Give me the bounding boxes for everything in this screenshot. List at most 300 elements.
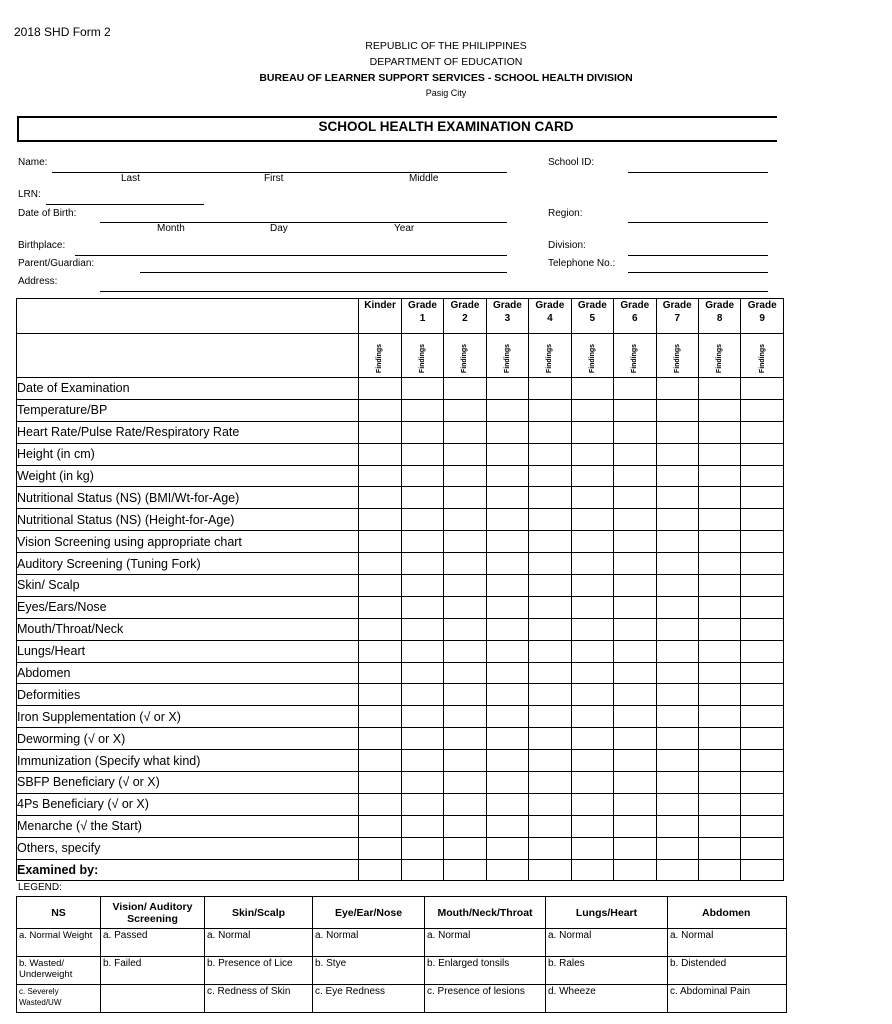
- row-label: Nutritional Status (NS) (Height-for-Age): [17, 509, 359, 531]
- exam-entry-cell[interactable]: [359, 443, 401, 465]
- exam-entry-cell[interactable]: [571, 815, 613, 837]
- exam-entry-cell[interactable]: [656, 815, 698, 837]
- exam-entry-cell[interactable]: [401, 750, 443, 772]
- exam-entry-cell[interactable]: [614, 575, 656, 597]
- exam-entry-cell[interactable]: [614, 443, 656, 465]
- legend-cell: a. Normal: [313, 929, 425, 957]
- header-republic: REPUBLIC OF THE PHILIPPINES: [365, 40, 527, 52]
- exam-entry-cell[interactable]: [486, 618, 528, 640]
- exam-entry-cell[interactable]: [571, 378, 613, 400]
- legend-cell: c. Presence of lesions: [425, 985, 546, 1013]
- exam-entry-cell[interactable]: [614, 815, 656, 837]
- exam-entry-cell[interactable]: [529, 378, 571, 400]
- exam-entry-cell[interactable]: [741, 859, 784, 881]
- row-label: Others, specify: [17, 837, 359, 859]
- exam-entry-cell[interactable]: [359, 815, 401, 837]
- exam-entry-cell[interactable]: [656, 859, 698, 881]
- exam-entry-cell[interactable]: [401, 837, 443, 859]
- exam-entry-cell[interactable]: [698, 553, 740, 575]
- exam-entry-cell[interactable]: [359, 399, 401, 421]
- exam-entry-cell[interactable]: [571, 443, 613, 465]
- exam-entry-cell[interactable]: [529, 662, 571, 684]
- exam-entry-cell[interactable]: [741, 728, 784, 750]
- exam-entry-cell[interactable]: [444, 793, 486, 815]
- exam-entry-cell[interactable]: [359, 793, 401, 815]
- exam-entry-cell[interactable]: [444, 421, 486, 443]
- exam-entry-cell[interactable]: [444, 553, 486, 575]
- exam-entry-cell[interactable]: [444, 750, 486, 772]
- exam-entry-cell[interactable]: [359, 728, 401, 750]
- exam-entry-cell[interactable]: [571, 662, 613, 684]
- exam-entry-cell[interactable]: [741, 531, 784, 553]
- exam-entry-cell[interactable]: [741, 596, 784, 618]
- exam-entry-cell[interactable]: [614, 421, 656, 443]
- table-row: [17, 618, 784, 640]
- legend-cell: b. Rales: [546, 957, 668, 985]
- exam-entry-cell[interactable]: [401, 793, 443, 815]
- exam-entry-cell[interactable]: [401, 859, 443, 881]
- exam-entry-cell[interactable]: [444, 509, 486, 531]
- findings-cell: Findings: [359, 334, 401, 378]
- birthplace-label: Birthplace:: [18, 240, 66, 251]
- exam-entry-cell[interactable]: [529, 509, 571, 531]
- exam-entry-cell[interactable]: [571, 575, 613, 597]
- exam-entry-cell[interactable]: [444, 706, 486, 728]
- exam-entry-cell[interactable]: [529, 728, 571, 750]
- exam-entry-cell[interactable]: [571, 618, 613, 640]
- exam-entry-cell[interactable]: [656, 750, 698, 772]
- findings-cell: Findings: [698, 334, 740, 378]
- exam-entry-cell[interactable]: [698, 684, 740, 706]
- exam-entry-cell[interactable]: [401, 399, 443, 421]
- exam-entry-cell[interactable]: [741, 684, 784, 706]
- exam-entry-cell[interactable]: [359, 859, 401, 881]
- exam-entry-cell[interactable]: [486, 399, 528, 421]
- exam-entry-cell[interactable]: [444, 443, 486, 465]
- row-label: SBFP Beneficiary (√ or X): [17, 772, 359, 794]
- findings-cell: Findings: [529, 334, 571, 378]
- exam-entry-cell[interactable]: [741, 618, 784, 640]
- header-department: DEPARTMENT OF EDUCATION: [369, 56, 523, 68]
- exam-entry-cell[interactable]: [614, 837, 656, 859]
- exam-entry-cell[interactable]: [571, 728, 613, 750]
- exam-entry-cell[interactable]: [741, 509, 784, 531]
- grade-header-1: Grade 1: [401, 299, 443, 334]
- exam-entry-cell[interactable]: [614, 728, 656, 750]
- exam-entry-cell[interactable]: [359, 421, 401, 443]
- exam-entry-cell[interactable]: [698, 509, 740, 531]
- exam-entry-cell[interactable]: [698, 487, 740, 509]
- exam-entry-cell[interactable]: [698, 728, 740, 750]
- exam-entry-cell[interactable]: [401, 662, 443, 684]
- exam-entry-cell[interactable]: [486, 443, 528, 465]
- exam-entry-cell[interactable]: [401, 553, 443, 575]
- exam-entry-cell[interactable]: [656, 728, 698, 750]
- exam-entry-cell[interactable]: [359, 684, 401, 706]
- grade-header-8: Grade 8: [698, 299, 740, 334]
- table-row: [17, 706, 784, 728]
- table-row: [17, 662, 784, 684]
- exam-entry-cell[interactable]: [656, 575, 698, 597]
- row-label: Iron Supplementation (√ or X): [17, 706, 359, 728]
- exam-entry-cell[interactable]: [614, 487, 656, 509]
- exam-entry-cell[interactable]: [656, 553, 698, 575]
- exam-entry-cell[interactable]: [741, 837, 784, 859]
- table-row: [17, 596, 784, 618]
- row-label: Nutritional Status (NS) (BMI/Wt-for-Age): [17, 487, 359, 509]
- table-row: [17, 509, 784, 531]
- exam-entry-cell[interactable]: [741, 750, 784, 772]
- exam-entry-cell[interactable]: [656, 706, 698, 728]
- exam-entry-cell[interactable]: [444, 662, 486, 684]
- exam-entry-cell[interactable]: [614, 399, 656, 421]
- exam-entry-cell[interactable]: [486, 859, 528, 881]
- exam-entry-cell[interactable]: [529, 553, 571, 575]
- exam-entry-cell[interactable]: [741, 399, 784, 421]
- exam-entry-cell[interactable]: [698, 465, 740, 487]
- table-row: [17, 793, 784, 815]
- exam-entry-cell[interactable]: [444, 378, 486, 400]
- exam-entry-cell[interactable]: [486, 575, 528, 597]
- exam-entry-cell[interactable]: [698, 399, 740, 421]
- exam-entry-cell[interactable]: [359, 509, 401, 531]
- exam-entry-cell[interactable]: [698, 750, 740, 772]
- exam-entry-cell[interactable]: [614, 509, 656, 531]
- exam-entry-cell[interactable]: [529, 399, 571, 421]
- exam-entry-cell[interactable]: [401, 640, 443, 662]
- exam-entry-cell[interactable]: [529, 793, 571, 815]
- exam-entry-cell[interactable]: [614, 465, 656, 487]
- legend-cell: c. Abdominal Pain: [668, 985, 787, 1013]
- exam-entry-cell[interactable]: [401, 772, 443, 794]
- exam-entry-cell[interactable]: [571, 793, 613, 815]
- exam-entry-cell[interactable]: [698, 815, 740, 837]
- exam-entry-cell[interactable]: [444, 640, 486, 662]
- exam-entry-cell[interactable]: [571, 706, 613, 728]
- exam-entry-cell[interactable]: [571, 684, 613, 706]
- exam-entry-cell[interactable]: [359, 378, 401, 400]
- exam-entry-cell[interactable]: [486, 421, 528, 443]
- exam-entry-cell[interactable]: [359, 706, 401, 728]
- exam-entry-cell[interactable]: [614, 553, 656, 575]
- exam-entry-cell[interactable]: [614, 596, 656, 618]
- exam-entry-cell[interactable]: [401, 706, 443, 728]
- exam-entry-cell[interactable]: [529, 750, 571, 772]
- header-blank-cell: [17, 299, 359, 334]
- exam-entry-cell[interactable]: [486, 465, 528, 487]
- exam-entry-cell[interactable]: [486, 487, 528, 509]
- exam-entry-cell[interactable]: [571, 553, 613, 575]
- exam-entry-cell[interactable]: [571, 640, 613, 662]
- exam-entry-cell[interactable]: [656, 772, 698, 794]
- legend-label: LEGEND:: [18, 882, 62, 893]
- exam-entry-cell[interactable]: [571, 750, 613, 772]
- first-name-caption: First: [264, 173, 284, 184]
- middle-name-caption: Middle: [409, 173, 439, 184]
- exam-entry-cell[interactable]: [741, 706, 784, 728]
- table-row: [17, 575, 784, 597]
- exam-entry-cell[interactable]: [741, 553, 784, 575]
- exam-entry-cell[interactable]: [698, 443, 740, 465]
- exam-entry-cell[interactable]: [401, 728, 443, 750]
- division-field[interactable]: [628, 255, 768, 256]
- legend-row: [17, 985, 787, 1013]
- row-label: Weight (in kg): [17, 465, 359, 487]
- exam-entry-cell[interactable]: [529, 596, 571, 618]
- exam-entry-cell[interactable]: [444, 837, 486, 859]
- exam-entry-cell[interactable]: [741, 378, 784, 400]
- exam-entry-cell[interactable]: [401, 465, 443, 487]
- exam-entry-cell[interactable]: [571, 596, 613, 618]
- exam-entry-cell[interactable]: [698, 596, 740, 618]
- exam-entry-cell[interactable]: [486, 750, 528, 772]
- row-label: Deworming (√ or X): [17, 728, 359, 750]
- exam-entry-cell[interactable]: [529, 487, 571, 509]
- exam-entry-cell[interactable]: [401, 421, 443, 443]
- exam-entry-cell[interactable]: [401, 618, 443, 640]
- exam-entry-cell[interactable]: [529, 531, 571, 553]
- exam-entry-cell[interactable]: [614, 684, 656, 706]
- exam-entry-cell[interactable]: [359, 618, 401, 640]
- exam-entry-cell[interactable]: [486, 793, 528, 815]
- exam-entry-cell[interactable]: [444, 815, 486, 837]
- legend-header-abdomen: Abdomen: [668, 897, 787, 929]
- exam-entry-cell[interactable]: [571, 772, 613, 794]
- grade-header-row: [17, 299, 784, 334]
- exam-entry-cell[interactable]: [656, 465, 698, 487]
- exam-entry-cell[interactable]: [614, 531, 656, 553]
- legend-cell: b. Stye: [313, 957, 425, 985]
- exam-entry-cell[interactable]: [486, 837, 528, 859]
- exam-entry-cell[interactable]: [529, 706, 571, 728]
- exam-entry-cell[interactable]: [359, 640, 401, 662]
- exam-entry-cell[interactable]: [486, 509, 528, 531]
- exam-entry-cell[interactable]: [741, 443, 784, 465]
- birthplace-field[interactable]: [75, 255, 507, 256]
- findings-cell: Findings: [614, 334, 656, 378]
- exam-entry-cell[interactable]: [741, 465, 784, 487]
- exam-entry-cell[interactable]: [614, 640, 656, 662]
- row-label: Lungs/Heart: [17, 640, 359, 662]
- exam-entry-cell[interactable]: [656, 662, 698, 684]
- row-label: Menarche (√ the Start): [17, 815, 359, 837]
- table-row: [17, 378, 784, 400]
- exam-entry-cell[interactable]: [698, 378, 740, 400]
- exam-entry-cell[interactable]: [444, 772, 486, 794]
- exam-entry-cell[interactable]: [486, 531, 528, 553]
- exam-entry-cell[interactable]: [656, 640, 698, 662]
- exam-entry-cell[interactable]: [359, 487, 401, 509]
- exam-entry-cell[interactable]: [444, 399, 486, 421]
- exam-entry-cell[interactable]: [486, 596, 528, 618]
- region-field[interactable]: [628, 222, 768, 223]
- legend-cell: c. Severely Wasted/UW: [17, 985, 101, 1013]
- exam-entry-cell[interactable]: [614, 793, 656, 815]
- exam-entry-cell[interactable]: [571, 859, 613, 881]
- exam-entry-cell[interactable]: [529, 443, 571, 465]
- exam-entry-cell[interactable]: [444, 531, 486, 553]
- exam-entry-cell[interactable]: [741, 640, 784, 662]
- exam-entry-cell[interactable]: [401, 509, 443, 531]
- table-row: [17, 487, 784, 509]
- grade-header-7: Grade 7: [656, 299, 698, 334]
- exam-entry-cell[interactable]: [656, 443, 698, 465]
- exam-entry-cell[interactable]: [698, 662, 740, 684]
- exam-entry-cell[interactable]: [741, 421, 784, 443]
- exam-entry-cell[interactable]: [698, 618, 740, 640]
- exam-entry-cell[interactable]: [656, 596, 698, 618]
- exam-entry-cell[interactable]: [401, 487, 443, 509]
- table-row: [17, 772, 784, 794]
- row-label: Examined by:: [17, 859, 359, 881]
- table-row: [17, 421, 784, 443]
- exam-entry-cell[interactable]: [529, 618, 571, 640]
- exam-entry-cell[interactable]: [444, 859, 486, 881]
- exam-entry-cell[interactable]: [486, 378, 528, 400]
- parent-field[interactable]: [140, 272, 507, 273]
- exam-entry-cell[interactable]: [571, 531, 613, 553]
- exam-entry-cell[interactable]: [486, 553, 528, 575]
- legend-cell: b. Wasted/ Underweight: [17, 957, 101, 985]
- exam-entry-cell[interactable]: [741, 662, 784, 684]
- day-caption: Day: [270, 223, 288, 234]
- exam-entry-cell[interactable]: [359, 531, 401, 553]
- exam-entry-cell[interactable]: [359, 662, 401, 684]
- exam-entry-cell[interactable]: [698, 706, 740, 728]
- exam-entry-cell[interactable]: [529, 421, 571, 443]
- last-name-caption: Last: [121, 173, 140, 184]
- exam-entry-cell[interactable]: [614, 618, 656, 640]
- exam-entry-cell[interactable]: [486, 728, 528, 750]
- exam-entry-cell[interactable]: [401, 815, 443, 837]
- findings-cell: Findings: [741, 334, 784, 378]
- exam-entry-cell[interactable]: [656, 837, 698, 859]
- legend-cell: a. Passed: [101, 929, 205, 957]
- exam-entry-cell[interactable]: [656, 684, 698, 706]
- exam-entry-cell[interactable]: [401, 596, 443, 618]
- exam-entry-cell[interactable]: [741, 793, 784, 815]
- exam-entry-cell[interactable]: [444, 728, 486, 750]
- exam-entry-cell[interactable]: [401, 531, 443, 553]
- exam-entry-cell[interactable]: [401, 443, 443, 465]
- exam-entry-cell[interactable]: [656, 793, 698, 815]
- exam-entry-cell[interactable]: [486, 662, 528, 684]
- exam-entry-cell[interactable]: [486, 815, 528, 837]
- exam-entry-cell[interactable]: [529, 859, 571, 881]
- exam-entry-cell[interactable]: [359, 772, 401, 794]
- exam-entry-cell[interactable]: [571, 399, 613, 421]
- telephone-field[interactable]: [628, 272, 768, 273]
- legend-cell: b. Enlarged tonsils: [425, 957, 546, 985]
- exam-entry-cell[interactable]: [656, 531, 698, 553]
- exam-entry-cell[interactable]: [444, 575, 486, 597]
- exam-entry-cell[interactable]: [656, 618, 698, 640]
- exam-entry-cell[interactable]: [698, 531, 740, 553]
- legend-cell: b. Failed: [101, 957, 205, 985]
- findings-cell: Findings: [571, 334, 613, 378]
- legend-cell: c. Eye Redness: [313, 985, 425, 1013]
- exam-entry-cell[interactable]: [529, 640, 571, 662]
- exam-entry-cell[interactable]: [359, 575, 401, 597]
- exam-entry-cell[interactable]: [529, 684, 571, 706]
- exam-entry-cell[interactable]: [401, 378, 443, 400]
- exam-entry-cell[interactable]: [359, 837, 401, 859]
- exam-entry-cell[interactable]: [698, 859, 740, 881]
- row-label: 4Ps Beneficiary (√ or X): [17, 793, 359, 815]
- exam-entry-cell[interactable]: [529, 772, 571, 794]
- exam-entry-cell[interactable]: [614, 662, 656, 684]
- exam-entry-cell[interactable]: [698, 772, 740, 794]
- exam-entry-cell[interactable]: [444, 618, 486, 640]
- exam-entry-cell[interactable]: [698, 575, 740, 597]
- grade-header-4: Grade 4: [529, 299, 571, 334]
- exam-entry-cell[interactable]: [656, 421, 698, 443]
- exam-entry-cell[interactable]: [444, 487, 486, 509]
- exam-entry-cell[interactable]: [529, 837, 571, 859]
- row-label: Eyes/Ears/Nose: [17, 596, 359, 618]
- exam-entry-cell[interactable]: [444, 465, 486, 487]
- exam-entry-cell[interactable]: [444, 684, 486, 706]
- header-bureau: BUREAU OF LEARNER SUPPORT SERVICES - SCHOOL HEALTH DIVISION: [259, 72, 633, 84]
- findings-cell: Findings: [401, 334, 443, 378]
- exam-entry-cell[interactable]: [698, 837, 740, 859]
- exam-entry-cell[interactable]: [656, 509, 698, 531]
- exam-entry-cell[interactable]: [656, 399, 698, 421]
- exam-entry-cell[interactable]: [741, 575, 784, 597]
- legend-cell: a. Normal: [425, 929, 546, 957]
- exam-entry-cell[interactable]: [486, 772, 528, 794]
- exam-entry-cell[interactable]: [656, 378, 698, 400]
- exam-entry-cell[interactable]: [529, 815, 571, 837]
- exam-entry-cell[interactable]: [614, 378, 656, 400]
- exam-entry-cell[interactable]: [486, 706, 528, 728]
- exam-entry-cell[interactable]: [614, 750, 656, 772]
- exam-entry-cell[interactable]: [571, 421, 613, 443]
- exam-entry-cell[interactable]: [359, 750, 401, 772]
- exam-entry-cell[interactable]: [571, 487, 613, 509]
- exam-entry-cell[interactable]: [614, 859, 656, 881]
- exam-entry-cell[interactable]: [444, 596, 486, 618]
- address-field[interactable]: [100, 291, 768, 292]
- exam-entry-cell[interactable]: [359, 596, 401, 618]
- exam-entry-cell[interactable]: [741, 487, 784, 509]
- exam-entry-cell[interactable]: [571, 509, 613, 531]
- exam-entry-cell[interactable]: [359, 553, 401, 575]
- exam-entry-cell[interactable]: [401, 684, 443, 706]
- exam-entry-cell[interactable]: [698, 421, 740, 443]
- exam-entry-cell[interactable]: [614, 772, 656, 794]
- exam-entry-cell[interactable]: [698, 640, 740, 662]
- exam-entry-cell[interactable]: [359, 465, 401, 487]
- grade-header-kinder: Kinder: [359, 299, 401, 334]
- exam-entry-cell[interactable]: [486, 640, 528, 662]
- exam-entry-cell[interactable]: [741, 815, 784, 837]
- exam-entry-cell[interactable]: [571, 465, 613, 487]
- exam-entry-cell[interactable]: [486, 684, 528, 706]
- exam-entry-cell[interactable]: [529, 575, 571, 597]
- exam-entry-cell[interactable]: [614, 706, 656, 728]
- legend-header-vision: Vision/ Auditory Screening: [101, 897, 205, 929]
- school-id-field[interactable]: [628, 172, 768, 173]
- exam-entry-cell[interactable]: [529, 465, 571, 487]
- lrn-field[interactable]: [46, 204, 204, 205]
- row-label: Date of Examination: [17, 378, 359, 400]
- exam-entry-cell[interactable]: [656, 487, 698, 509]
- exam-entry-cell[interactable]: [741, 772, 784, 794]
- exam-entry-cell[interactable]: [401, 575, 443, 597]
- exam-entry-cell[interactable]: [698, 793, 740, 815]
- exam-entry-cell[interactable]: [571, 837, 613, 859]
